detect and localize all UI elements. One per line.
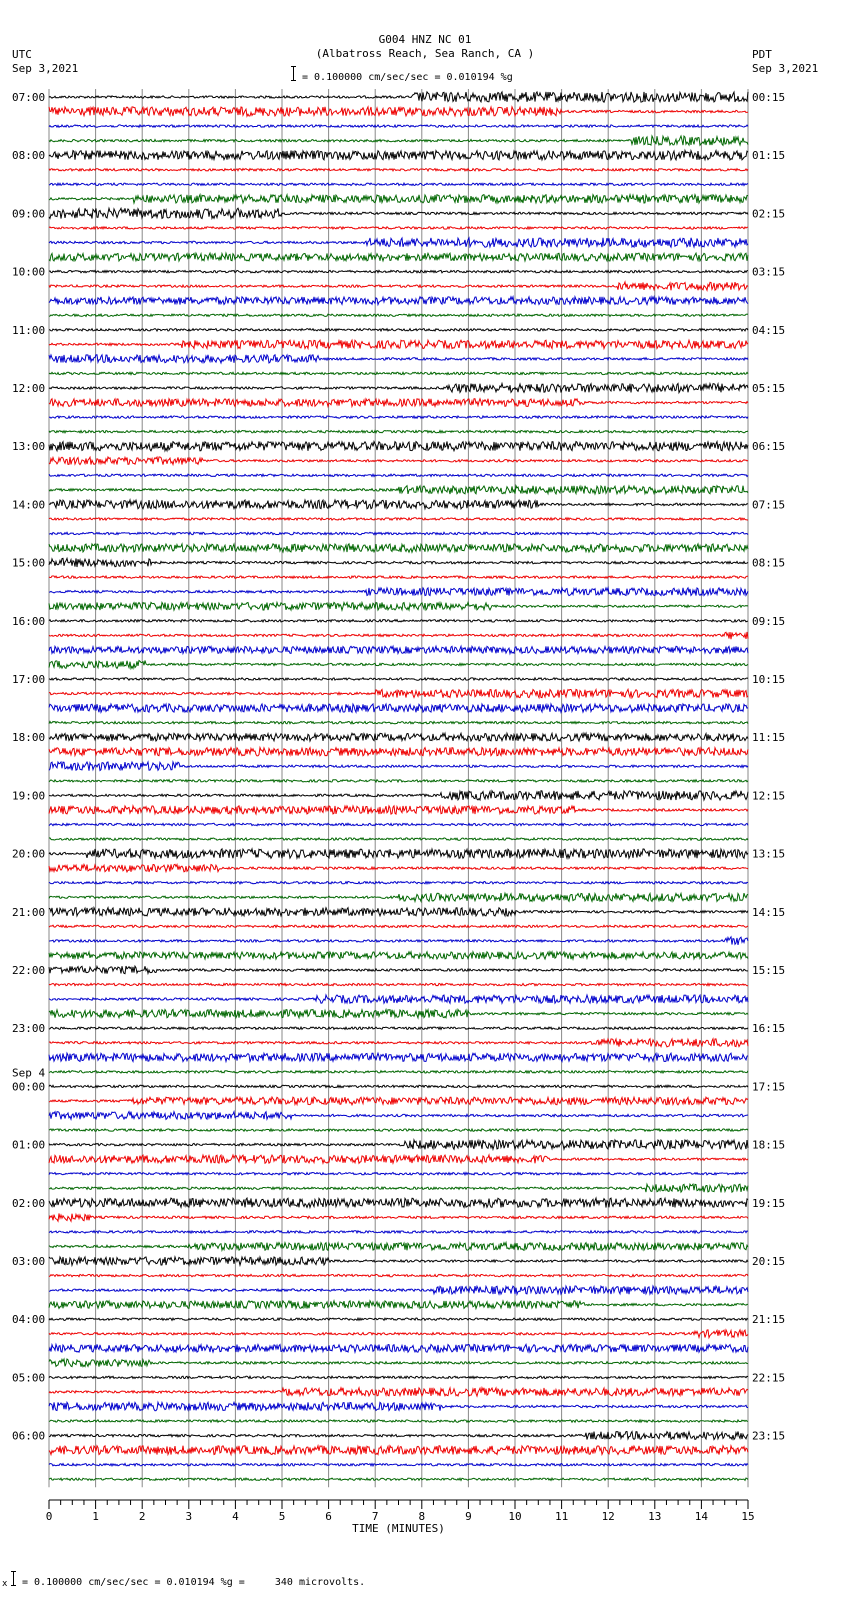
left-hour-label: 12:00 — [12, 382, 46, 395]
right-hour-label: 00:15 — [752, 91, 786, 104]
trace-63 — [49, 1010, 748, 1018]
trace-93 — [49, 1446, 748, 1455]
trace-9 — [49, 227, 748, 229]
right-hour-label: 06:15 — [752, 440, 786, 454]
x-tick-label: 9 — [465, 1510, 472, 1523]
left-hour-label: 17:00 — [12, 673, 46, 686]
station-location: (Albatross Reach, Sea Ranch, CA ) — [315, 47, 535, 60]
x-tick-label: 10 — [508, 1510, 522, 1523]
right-hour-label: 13:15 — [752, 847, 786, 861]
trace-76 — [49, 1198, 748, 1207]
trace-55 — [49, 893, 748, 901]
left-hour-label: 22:00 — [12, 964, 46, 977]
trace-91 — [49, 1420, 748, 1422]
right-hour-label: 16:15 — [752, 1022, 786, 1036]
trace-15 — [49, 314, 748, 316]
x-tick-label: 6 — [325, 1510, 332, 1523]
trace-66 — [49, 1053, 748, 1061]
trace-46 — [49, 762, 748, 771]
trace-60 — [49, 966, 748, 974]
left-hour-label: 04:00 — [12, 1313, 46, 1327]
left-hour-label: 13:00 — [12, 440, 46, 454]
footer-scale-bar-icon — [13, 1571, 14, 1585]
trace-28 — [49, 500, 748, 509]
right-date: Sep 3,2021 — [752, 62, 819, 75]
left-hour-label: 08:00 — [12, 149, 46, 163]
left-hour-label: 02:00 — [12, 1196, 46, 1210]
trace-7 — [49, 195, 748, 203]
trace-13 — [49, 282, 748, 290]
right-hour-label: 09:15 — [752, 614, 786, 628]
trace-61 — [49, 983, 748, 985]
trace-48 — [49, 791, 748, 800]
trace-74 — [49, 1173, 748, 1175]
right-timezone: PDT — [752, 48, 772, 61]
trace-38 — [49, 646, 748, 653]
trace-47 — [49, 780, 748, 782]
trace-51 — [49, 838, 748, 840]
trace-42 — [49, 704, 748, 712]
scale-text: = 0.100000 cm/sec/sec = 0.010194 %g — [302, 72, 513, 83]
x-tick-label: 15 — [741, 1510, 755, 1523]
trace-5 — [49, 169, 748, 171]
trace-32 — [49, 558, 748, 567]
right-hour-label: 04:15 — [752, 323, 786, 337]
right-hour-label: 23:15 — [752, 1429, 786, 1443]
trace-2 — [49, 125, 748, 127]
trace-90 — [49, 1402, 748, 1410]
left-date: Sep 3,2021 — [12, 62, 79, 75]
right-hour-label: 08:15 — [752, 556, 786, 570]
x-tick-label: 5 — [278, 1510, 286, 1523]
trace-94 — [49, 1464, 748, 1466]
footer-scale-text: = 0.100000 cm/sec/sec = 0.010194 %g = 340 microvolts. — [22, 1577, 366, 1588]
trace-67 — [49, 1071, 748, 1073]
left-hour-label: 07:00 — [12, 91, 46, 104]
trace-89 — [49, 1388, 748, 1396]
trace-84 — [49, 1318, 748, 1320]
trace-54 — [49, 882, 748, 884]
trace-69 — [49, 1097, 748, 1105]
trace-85 — [49, 1330, 748, 1338]
trace-49 — [49, 806, 748, 814]
trace-73 — [49, 1155, 748, 1163]
footer-scale-cap-top — [11, 1571, 16, 1572]
trace-77 — [49, 1214, 748, 1222]
trace-25 — [49, 457, 748, 465]
right-hour-label: 15:15 — [752, 964, 786, 977]
left-hour-label: 15:00 — [12, 556, 46, 570]
left-hour-label: 06:00 — [12, 1429, 46, 1443]
day-change-label: Sep 4 — [12, 1066, 46, 1080]
x-tick-label: 3 — [185, 1510, 193, 1523]
trace-16 — [49, 329, 748, 331]
trace-59 — [49, 952, 748, 959]
trace-11 — [49, 253, 748, 261]
trace-71 — [49, 1129, 748, 1131]
hour-labels — [12, 91, 785, 1443]
trace-33 — [49, 576, 748, 578]
trace-24 — [49, 442, 748, 451]
trace-50 — [49, 823, 748, 825]
trace-23 — [49, 431, 748, 433]
right-hour-label: 02:15 — [752, 207, 786, 221]
trace-45 — [49, 748, 748, 756]
trace-87 — [49, 1359, 748, 1367]
trace-14 — [49, 297, 748, 305]
trace-82 — [49, 1286, 748, 1294]
trace-31 — [49, 544, 748, 552]
left-hour-label: 14:00 — [12, 498, 46, 512]
x-tick-label: 0 — [45, 1510, 53, 1523]
trace-40 — [49, 678, 748, 680]
trace-83 — [49, 1301, 748, 1309]
left-hour-label: 21:00 — [12, 905, 46, 919]
trace-62 — [49, 995, 748, 1003]
x-tick-label: 11 — [554, 1510, 569, 1523]
trace-43 — [49, 722, 748, 724]
trace-20 — [49, 384, 748, 393]
trace-35 — [49, 602, 748, 610]
seismic-traces — [49, 92, 748, 1481]
trace-78 — [49, 1231, 748, 1233]
time-axis — [46, 1500, 755, 1535]
x-tick-label: 4 — [232, 1510, 239, 1523]
trace-22 — [49, 416, 748, 418]
left-hour-label: 01:00 — [12, 1138, 46, 1152]
x-tick-label: 13 — [648, 1510, 662, 1523]
trace-6 — [49, 183, 748, 185]
x-tick-label: 2 — [138, 1510, 146, 1523]
trace-8 — [49, 208, 748, 218]
trace-3 — [49, 136, 748, 145]
trace-57 — [49, 925, 748, 927]
trace-72 — [49, 1140, 748, 1149]
x-axis-label: TIME (MINUTES) — [352, 1522, 445, 1535]
trace-75 — [49, 1184, 748, 1192]
trace-44 — [49, 733, 748, 741]
trace-21 — [49, 399, 748, 407]
left-hour-label: 05:00 — [12, 1371, 46, 1385]
trace-12 — [49, 270, 748, 272]
trace-34 — [49, 588, 748, 596]
left-hour-label: 23:00 — [12, 1022, 46, 1036]
right-hour-label: 14:15 — [752, 905, 786, 919]
trace-88 — [49, 1376, 748, 1378]
trace-80 — [49, 1257, 748, 1265]
right-hour-label: 03:15 — [752, 265, 786, 279]
right-hour-label: 22:15 — [752, 1371, 786, 1385]
trace-56 — [49, 908, 748, 916]
trace-64 — [49, 1027, 748, 1029]
trace-53 — [49, 864, 748, 872]
trace-17 — [49, 340, 748, 348]
x-tick-label: 7 — [371, 1510, 379, 1523]
trace-52 — [49, 849, 748, 858]
left-hour-label: 11:00 — [12, 323, 46, 337]
trace-29 — [49, 518, 748, 520]
trace-18 — [49, 355, 748, 363]
right-hour-label: 07:15 — [752, 498, 786, 512]
trace-37 — [49, 632, 748, 639]
trace-1 — [49, 107, 748, 116]
left-hour-label: 10:00 — [12, 265, 46, 279]
right-hour-label: 10:15 — [752, 673, 786, 686]
trace-10 — [49, 238, 748, 247]
station-title: G004 HNZ NC 01 — [378, 33, 472, 46]
trace-70 — [49, 1112, 748, 1120]
left-hour-label: 16:00 — [12, 614, 46, 628]
trace-95 — [49, 1478, 748, 1480]
left-hour-label: 20:00 — [12, 847, 46, 861]
left-hour-label: 19:00 — [12, 789, 46, 803]
x-tick-label: 12 — [601, 1510, 615, 1523]
right-hour-label: 12:15 — [752, 789, 786, 803]
right-hour-label: 05:15 — [752, 382, 786, 395]
trace-65 — [49, 1039, 748, 1047]
trace-79 — [49, 1243, 748, 1251]
right-hour-label: 11:15 — [752, 731, 786, 745]
footer-prefix: x — [2, 1579, 8, 1589]
trace-4 — [49, 151, 748, 160]
trace-27 — [49, 486, 748, 494]
right-hour-label: 18:15 — [752, 1138, 786, 1152]
trace-26 — [49, 474, 748, 476]
right-hour-label: 19:15 — [752, 1196, 786, 1210]
trace-39 — [49, 661, 748, 669]
right-hour-label: 21:15 — [752, 1313, 786, 1327]
right-hour-label: 01:15 — [752, 149, 786, 163]
left-hour-label: 18:00 — [12, 731, 46, 745]
trace-92 — [49, 1432, 748, 1440]
trace-81 — [49, 1274, 748, 1276]
x-tick-label: 8 — [418, 1510, 426, 1523]
right-hour-label: 17:15 — [752, 1080, 786, 1094]
trace-58 — [49, 937, 748, 945]
right-hour-label: 20:15 — [752, 1255, 786, 1268]
trace-68 — [49, 1085, 748, 1087]
x-tick-label: 14 — [694, 1510, 709, 1523]
footer-scale-cap-bottom — [11, 1585, 16, 1586]
trace-41 — [49, 689, 748, 697]
trace-19 — [49, 372, 748, 374]
trace-36 — [49, 620, 748, 622]
trace-0 — [49, 92, 748, 102]
trace-86 — [49, 1344, 748, 1352]
x-tick-label: 1 — [92, 1510, 99, 1523]
left-hour-label: 00:00 — [12, 1080, 46, 1094]
trace-30 — [49, 532, 748, 534]
left-hour-label: 09:00 — [12, 207, 46, 221]
left-timezone: UTC — [12, 48, 32, 61]
left-hour-label: 03:00 — [12, 1255, 46, 1268]
